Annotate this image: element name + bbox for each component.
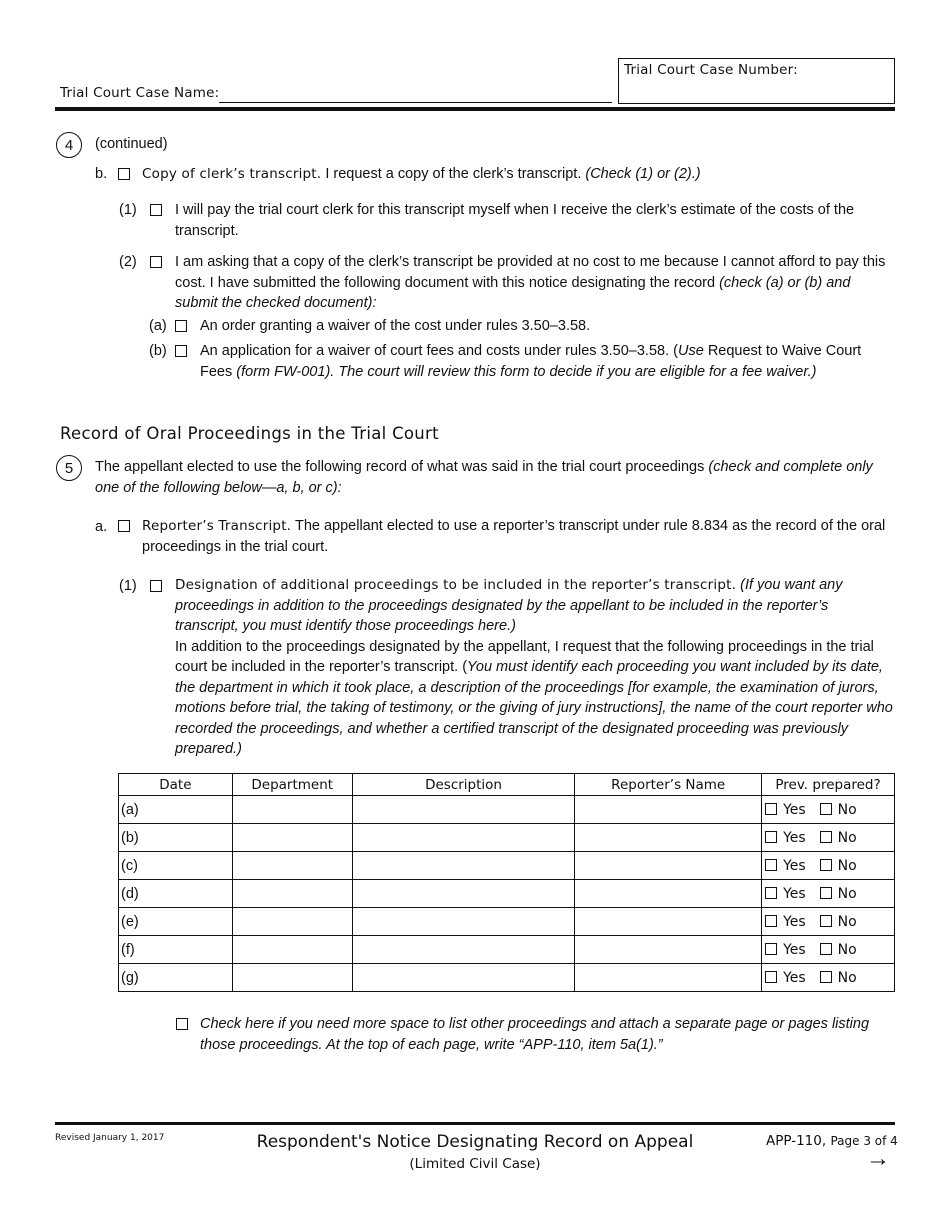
item-5-instruction: (check and complete only one of the following below—a, b, or c): — [95, 459, 873, 496]
reporter-name-cell[interactable] — [575, 908, 762, 936]
item-4b-line — [142, 164, 701, 185]
department-cell[interactable] — [232, 964, 352, 992]
prev-prepared-cell — [762, 796, 895, 824]
no-checkbox[interactable] — [820, 887, 832, 899]
item-4b2-text-block — [175, 252, 895, 314]
form-id: APP-110, — [766, 1133, 827, 1149]
item-5a1-text-block — [175, 575, 895, 760]
page-number: Page 3 of 4 — [830, 1134, 898, 1148]
reporter-name-cell[interactable] — [575, 824, 762, 852]
yes-checkbox[interactable] — [765, 859, 777, 871]
no-checkbox[interactable] — [820, 971, 832, 983]
item-4b-checkbox[interactable] — [118, 168, 130, 180]
prev-prepared-cell — [762, 880, 895, 908]
table-row — [119, 796, 895, 824]
reporter-name-cell[interactable] — [575, 936, 762, 964]
no-label: No — [837, 801, 857, 818]
item-4b2b-form-name: Request to Waive Court Fees — [200, 343, 862, 380]
item-4b1-checkbox[interactable] — [150, 204, 162, 216]
yes-label: Yes — [783, 913, 806, 930]
col-description: Description — [352, 774, 575, 796]
form-title: Respondent's Notice Designating Record on Appeal — [256, 1132, 694, 1152]
item-5a-letter: a. — [95, 519, 108, 535]
department-cell[interactable] — [232, 824, 352, 852]
department-cell[interactable] — [232, 908, 352, 936]
case-name-field[interactable] — [219, 102, 612, 103]
item-4b1-num: (1) — [119, 202, 137, 218]
more-space-checkbox[interactable] — [176, 1018, 188, 1030]
department-cell[interactable] — [232, 880, 352, 908]
item-5a1-num: (1) — [119, 578, 137, 594]
item-4b2-checkbox[interactable] — [150, 256, 162, 268]
item-5a-text-block — [142, 516, 892, 557]
item-4b2-num: (2) — [119, 254, 137, 270]
item-5a1-text: In addition to the proceedings designated by the appellant, I request that the following proceedings in the trial court be included in the reporter’s transcript. ( — [175, 638, 874, 675]
revised-date: Revised January 1, 2017 — [55, 1133, 165, 1143]
date-cell[interactable]: (b) — [119, 824, 233, 852]
description-cell[interactable] — [352, 824, 575, 852]
item-4b2a-checkbox[interactable] — [175, 320, 187, 332]
description-cell[interactable] — [352, 852, 575, 880]
item-4b-instruction: (Check (1) or (2).) — [585, 166, 701, 182]
item-5a-checkbox[interactable] — [118, 520, 130, 532]
date-cell[interactable]: (a) — [119, 796, 233, 824]
item-5a1-checkbox[interactable] — [150, 580, 162, 592]
case-number-box[interactable] — [618, 58, 895, 104]
col-reporter-name: Reporter’s Name — [575, 774, 762, 796]
no-checkbox[interactable] — [820, 859, 832, 871]
next-page-arrow-icon[interactable]: → — [866, 1145, 890, 1172]
item-5-text: The appellant elected to use the following record of what was said in the trial court proceedings — [95, 459, 705, 475]
item-4b2b-checkbox[interactable] — [175, 345, 187, 357]
item-4-continued: (continued) — [95, 136, 168, 152]
item-4b2b-use: Use — [677, 343, 704, 359]
prev-prepared-cell — [762, 908, 895, 936]
item-4b-letter: b. — [95, 166, 108, 182]
department-cell[interactable] — [232, 936, 352, 964]
table-row — [119, 936, 895, 964]
case-name-label: Trial Court Case Name: — [60, 85, 220, 101]
no-label: No — [837, 885, 857, 902]
form-subtitle: (Limited Civil Case) — [409, 1156, 541, 1172]
col-prev-prepared: Prev. prepared? — [762, 774, 895, 796]
reporter-name-cell[interactable] — [575, 964, 762, 992]
item-5a1-title: Designation of additional proceedings to be included in the reporter’s transcript. — [175, 577, 737, 593]
no-label: No — [837, 941, 857, 958]
prev-prepared-cell — [762, 964, 895, 992]
no-checkbox[interactable] — [820, 915, 832, 927]
no-checkbox[interactable] — [820, 803, 832, 815]
item-5-number: 5 — [56, 455, 82, 481]
no-label: No — [837, 969, 857, 986]
yes-label: Yes — [783, 829, 806, 846]
no-checkbox[interactable] — [820, 831, 832, 843]
item-4b2b-text-block — [200, 341, 880, 382]
description-cell[interactable] — [352, 908, 575, 936]
item-4b1-text: I will pay the trial court clerk for this transcript myself when I receive the clerk’s estimate of the costs of the transcript. — [175, 202, 855, 239]
no-label: No — [837, 829, 857, 846]
yes-checkbox[interactable] — [765, 803, 777, 815]
yes-checkbox[interactable] — [765, 831, 777, 843]
item-4b-title: Copy of clerk’s transcript. — [142, 166, 322, 182]
yes-checkbox[interactable] — [765, 971, 777, 983]
item-4b2b-form-rest: (form FW-001). The court will review this form to decide if you are eligible for a fee waiver.) — [236, 363, 817, 380]
item-5-text-block — [95, 457, 885, 498]
col-date: Date — [119, 774, 233, 796]
item-4b2b-text: An application for a waiver of court fees and costs under rules 3.50–3.58. ( — [200, 343, 678, 359]
yes-label: Yes — [783, 857, 806, 874]
description-cell[interactable] — [352, 964, 575, 992]
item-4b2b-letter: (b) — [149, 343, 167, 359]
more-space-instruction: Check here if you need more space to list other proceedings and attach a separate page or pages listing those proceedings. At the top of each page, write “APP-110, item 5a(1).” — [200, 1016, 870, 1053]
section-heading: Record of Oral Proceedings in the Trial Court — [60, 424, 439, 443]
date-cell[interactable]: (e) — [119, 908, 233, 936]
reporter-name-cell[interactable] — [575, 880, 762, 908]
more-space-text — [200, 1014, 880, 1055]
prev-prepared-cell — [762, 824, 895, 852]
yes-checkbox[interactable] — [765, 887, 777, 899]
header-divider — [55, 107, 895, 111]
item-4b2-text: I am asking that a copy of the clerk’s transcript be provided at no cost to me because I cannot afford to pay this cost. I have submitted the following document with this notice designating the record — [175, 254, 886, 291]
description-cell[interactable] — [352, 880, 575, 908]
date-cell[interactable]: (d) — [119, 880, 233, 908]
table-row — [119, 880, 895, 908]
item-5a-text: The appellant elected to use a reporter’s transcript under rule 8.834 as the record of the oral proceedings in the trial court. — [142, 518, 886, 555]
item-4b2-instruction: (check (a) or (b) and submit the checked document): — [175, 274, 851, 311]
prev-prepared-cell — [762, 936, 895, 964]
item-5a1-title-instruction: (If you want any proceedings in addition to the proceedings designated by the appellant to be included in the reporter’s transcript, you must identify those proceedings here.) — [175, 577, 843, 634]
description-cell[interactable] — [352, 796, 575, 824]
description-cell[interactable] — [352, 936, 575, 964]
table-row — [119, 824, 895, 852]
yes-label: Yes — [783, 969, 806, 986]
no-label: No — [837, 857, 857, 874]
date-cell[interactable]: (f) — [119, 936, 233, 964]
yes-checkbox[interactable] — [765, 915, 777, 927]
no-label: No — [837, 913, 857, 930]
item-4b2a-letter: (a) — [149, 318, 167, 334]
table-row — [119, 908, 895, 936]
prev-prepared-cell — [762, 852, 895, 880]
item-4b-text: I request a copy of the clerk’s transcript. — [325, 166, 582, 182]
col-department: Department — [232, 774, 352, 796]
item-4b2a-text: An order granting a waiver of the cost under rules 3.50–3.58. — [200, 318, 591, 334]
footer-divider — [55, 1122, 895, 1125]
yes-label: Yes — [783, 801, 806, 818]
no-checkbox[interactable] — [820, 943, 832, 955]
department-cell[interactable] — [232, 796, 352, 824]
reporter-name-cell[interactable] — [575, 796, 762, 824]
item-4-number: 4 — [56, 132, 82, 158]
date-cell[interactable]: (g) — [119, 964, 233, 992]
yes-label: Yes — [783, 941, 806, 958]
yes-checkbox[interactable] — [765, 943, 777, 955]
yes-label: Yes — [783, 885, 806, 902]
table-row — [119, 852, 895, 880]
date-cell[interactable]: (c) — [119, 852, 233, 880]
department-cell[interactable] — [232, 852, 352, 880]
item-5a1-instruction: You must identify each proceeding you want included by its date, the department in which it took place, a description of the proceedings [for example, the examination of jurors, motions before trial, the taking of testimony, or the giving of jury instructions], the name of the court reporter who recorded the proceedings, and whether a certified transcript of the designated proceeding was previously prepared.) — [175, 659, 893, 757]
proceedings-table — [118, 773, 895, 992]
item-5a-title: Reporter’s Transcript. — [142, 518, 292, 534]
table-header-row — [119, 774, 895, 796]
reporter-name-cell[interactable] — [575, 852, 762, 880]
case-number-label: Trial Court Case Number: — [624, 62, 798, 78]
table-row — [119, 964, 895, 992]
